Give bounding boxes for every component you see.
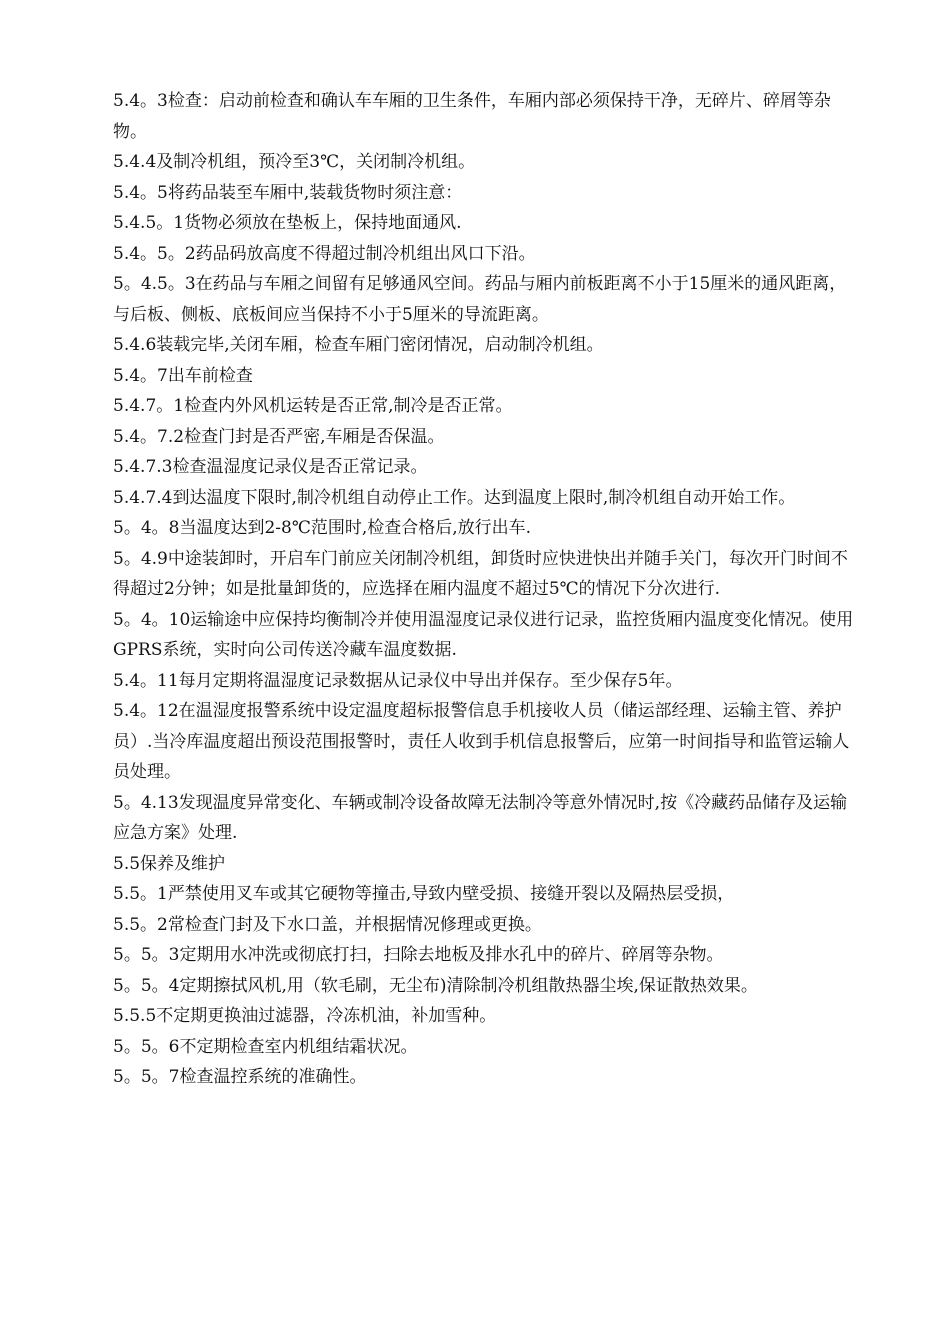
paragraph-5-5-6: 5。5。6不定期检查室内机组结霜状况。 — [113, 1036, 418, 1057]
paragraph-5-4-11: 5.4。11每月定期将温湿度记录数据从记录仪中导出并保存。至少保存5年。 — [113, 670, 683, 691]
paragraph-5-5-2: 5.5。2常检查门封及下水口盖，并根据情况修理或更换。 — [113, 914, 542, 935]
paragraph-5-4-5-1: 5.4.5。1货物必须放在垫板上，保持地面通风. — [113, 213, 462, 233]
paragraph-5-4-7-1: 5.4.7。1检查内外风机运转是否正常,制冷是否正常。 — [113, 396, 513, 416]
paragraph-5-5-3: 5。5。3定期用水冲洗或彻底打扫，扫除去地板及排水孔中的碎片、碎屑等杂物。 — [113, 945, 724, 965]
paragraph-5-4-3: 5.4。3检查：启动前检查和确认车车厢的卫生条件，车厢内部必须保持干净，无碎片、碎屑等杂物。 — [113, 91, 831, 142]
paragraph-5-4-7-3: 5.4.7.3检查温湿度记录仪是否正常记录。 — [113, 457, 428, 477]
paragraph-5-4-13: 5。4.13发现温度异常变化、车辆或制冷设备故障无法制冷等意外情况时,按《冷藏药品储存及运输应急方案》处理. — [113, 792, 848, 843]
paragraph-5-4-12: 5.4。12在温湿度报警系统中设定温度超标报警信息手机接收人员（储运部经理、运输主管、养护员）.当冷库温度超出预设范围报警时，责任人收到手机信息报警后，应第一时间指导和监管运输人员处理。 — [113, 701, 850, 782]
paragraph-5-4-5: 5.4。5将药品装至车厢中,装载货物时须注意： — [113, 182, 463, 203]
paragraph-5-4-5-3: 5。4.5。3在药品与车厢之间留有足够通风空间。药品与厢内前板距离不小于15厘米的通风距离，与后板、侧板、底板间应当保持不小于5厘米的导流距离。 — [113, 274, 847, 325]
paragraph-5-5-4: 5。5。4定期擦拭风机,用（软毛刷，无尘布)清除制冷机组散热器尘埃,保证散热效果。 — [113, 975, 758, 996]
paragraph-5-4-8: 5。4。8当温度达到2-8℃范围时,检查合格后,放行出车. — [113, 518, 532, 538]
paragraph-5-4-7-4: 5.4.7.4到达温度下限时,制冷机组自动停止工作。达到温度上限时,制冷机组自动开始工作。 — [113, 487, 796, 508]
paragraph-5-4-10: 5。4。10运输途中应保持均衡制冷并使用温湿度记录仪进行记录，监控货厢内温度变化情况。使用GPRS系统，实时向公司传送冷藏车温度数据. — [113, 609, 854, 660]
paragraph-5-4-5-2: 5.4。5。2药品码放高度不得超过制冷机组出风口下沿。 — [113, 243, 536, 264]
paragraph-5-5-1: 5.5。1严禁使用叉车或其它硬物等撞击,导致内壁受损、接缝开裂以及隔热层受损， — [113, 884, 735, 904]
section-heading-5-5: 5.5保养及维护 — [113, 853, 226, 874]
document-body — [113, 86, 863, 1093]
paragraph-5-4-7-2: 5.4。7.2检查门封是否严密,车厢是否保温。 — [113, 426, 445, 447]
paragraph-5-5-7: 5。5。7检查温控系统的准确性。 — [113, 1067, 367, 1087]
paragraph-5-4-7: 5.4。7出车前检查 — [113, 365, 253, 386]
paragraph-5-4-6: 5.4.6装载完毕,关闭车厢，检查车厢门密闭情况，启动制冷机组。 — [113, 335, 604, 355]
paragraph-5-4-4: 5.4.4及制冷机组，预冷至3℃，关闭制冷机组。 — [113, 152, 476, 172]
paragraph-5-4-9: 5。4.9中途装卸时，开启车门前应关闭制冷机组，卸货时应快进快出并随手关门，每次开门时间不得超过2分钟；如是批量卸货的，应选择在厢内温度不超过5℃的情况下分次进行. — [113, 548, 848, 599]
paragraph-5-5-5: 5.5.5不定期更换油过滤器，冷冻机油，补加雪种。 — [113, 1006, 497, 1026]
